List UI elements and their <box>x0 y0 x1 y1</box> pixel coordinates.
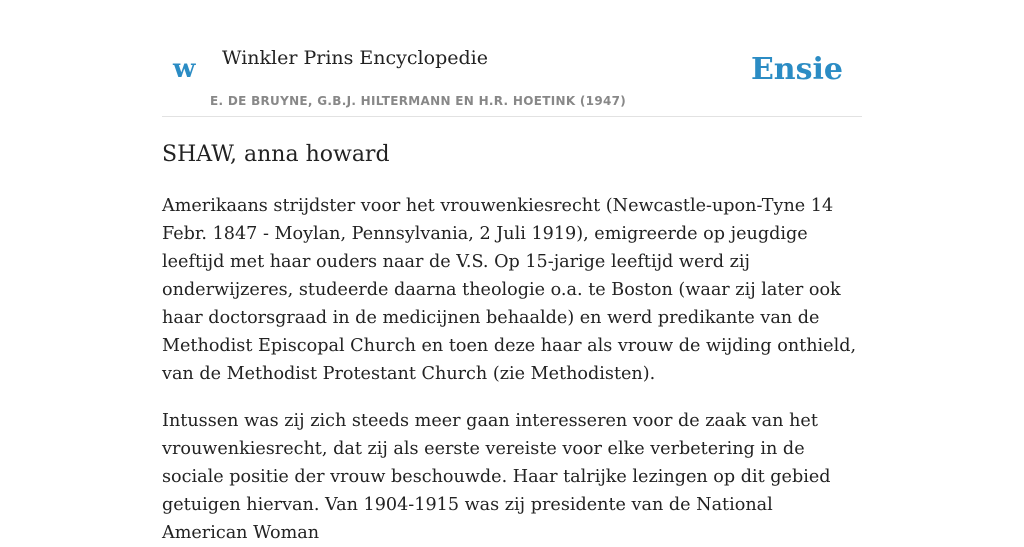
authors-byline: E. DE BRUYNE, G.B.J. HILTERMANN EN H.R. HOETINK (1947) <box>210 94 627 108</box>
site-header <box>162 0 862 117</box>
entry-title: SHAW, anna howard <box>162 142 390 167</box>
article-paragraph-1: Amerikaans strijdster voor het vrouwenkiesrecht (Newcastle-upon-Tyne 14 Febr. 1847 - Moylan, Pennsylvania, 2 Juli 1919), emigreerde op jeugdige leeftijd met haar ouders naar de V.S. Op 15-jarige leeftijd werd zij onderwijzeres, studeerde daarna theologie o.a. te Boston (waar zij later ook haar doctorsgraad in de medicijnen behaalde) en werd predikante van de Methodist Episcopal Church en toen deze haar als vrouw de wijding onthield, van de Methodist Protestant Church (zie Methodisten). <box>162 196 857 384</box>
logo-w-icon[interactable]: w <box>173 54 196 84</box>
article <box>162 138 862 547</box>
article-paragraph-2: Intussen was zij zich steeds meer gaan interesseren voor de zaak van het vrouwenkiesrecht, dat zij als eerste vereiste voor elke verbetering in de sociale positie der vrouw beschouwde. Haar talrijke lezingen op dit gebied getuigen hiervan. Van 1904-1915 was zij presidente van de National American Woman <box>162 411 831 543</box>
site-title[interactable]: Winkler Prins Encyclopedie <box>222 47 488 69</box>
brand-logo[interactable]: Ensie <box>750 52 843 87</box>
